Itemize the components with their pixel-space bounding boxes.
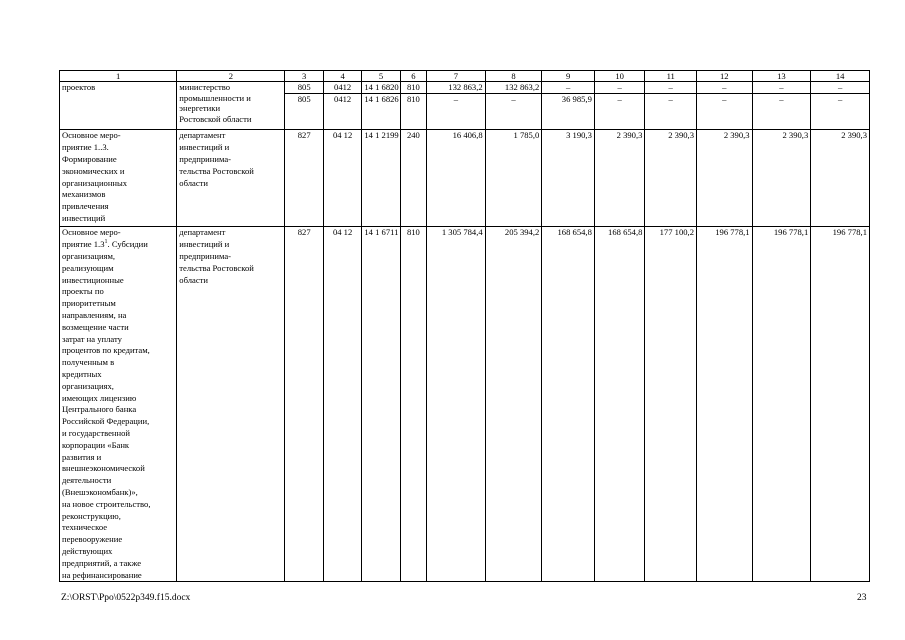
measure-line: на рефинансирование	[62, 569, 142, 580]
value: 805	[285, 82, 323, 93]
executor-line: тельства Ростовской	[179, 165, 254, 176]
year-value-cell: 2 390,3	[752, 130, 811, 227]
header-row	[60, 71, 870, 82]
year-value-cell: 2 390,3	[645, 130, 697, 227]
year-value-cell: 2 390,3	[594, 130, 645, 227]
header-cell: 1	[60, 71, 177, 82]
measure-line: реализующим	[62, 262, 114, 273]
executor-line: министерство	[179, 82, 231, 93]
target-article-cell: 14 1 6711	[362, 227, 400, 582]
grbs-cell	[285, 82, 323, 130]
value: –	[668, 93, 673, 104]
measure-line: внешнеэкономической	[62, 463, 145, 474]
executor-line: предпринима-	[179, 251, 232, 261]
header-cell: 6	[400, 71, 426, 82]
measure-line: перевооружение	[62, 534, 123, 545]
year-value-cell	[485, 82, 542, 130]
value: –	[511, 93, 516, 104]
year-value-cell: 205 394,2	[485, 227, 542, 582]
measure-line: и государственной	[62, 427, 130, 438]
section-cell: 04 12	[323, 227, 361, 582]
footer-file-path: Z:\ORST\Ppo\0522p349.f15.docx	[61, 593, 191, 603]
measure-number: приятие 1.3	[62, 239, 105, 250]
measure-line: Центрального банка	[62, 404, 137, 415]
measure-line: приятие 1..3.	[62, 142, 109, 153]
expense-type-cell: 810	[400, 227, 426, 582]
year-value-cell: 3 190,3	[542, 130, 595, 227]
value: 0412	[334, 93, 352, 104]
measure-line: Основное меро-	[62, 227, 121, 238]
measure-line: механизмов	[62, 189, 106, 200]
value: –	[453, 93, 458, 104]
measure-line: предприятий, а также	[62, 557, 142, 568]
year-value-cell	[696, 82, 752, 130]
measure-superscript: 1	[104, 239, 108, 246]
executor-line: инвестиций и	[179, 142, 230, 153]
value: –	[645, 82, 697, 93]
value: –	[594, 82, 645, 93]
value: 810	[406, 93, 420, 104]
year-value-cell	[811, 82, 870, 130]
measure-line: направлениям, на	[62, 309, 127, 320]
measure-line: проекты по	[62, 286, 104, 297]
executor-cell	[177, 227, 285, 582]
measure-name-cell	[60, 227, 177, 582]
measure-line: Основное меро-	[62, 130, 121, 141]
measure-line: на новое строительство,	[62, 498, 151, 509]
executor-cell	[177, 130, 285, 227]
measure-line: имеющих лицензию	[62, 392, 137, 403]
measure-line: организациях,	[62, 380, 114, 391]
expense-type-cell: 240	[400, 130, 426, 227]
header-cell: 12	[696, 71, 752, 82]
measure-line	[62, 239, 174, 251]
executor-line: Ростовской области	[179, 113, 252, 124]
measure-line: развития и	[62, 451, 102, 462]
executor-line: департамент	[179, 227, 226, 238]
measure-line: инвестиций	[62, 212, 106, 223]
target-article-cell	[362, 82, 400, 130]
measure-line: реконструкцию,	[62, 510, 121, 521]
value: 0412	[323, 82, 361, 93]
header-cell: 14	[811, 71, 870, 82]
target-article-cell: 14 1 2199	[362, 130, 400, 227]
executor-line: инвестиций и	[179, 239, 230, 250]
measure-line: инвестиционные	[62, 274, 124, 285]
grbs-cell: 827	[285, 227, 323, 582]
measure-name-cell	[60, 130, 177, 227]
measure-line: техническое	[62, 522, 108, 533]
year-value-cell: 168 654,8	[594, 227, 645, 582]
year-value-cell: 196 778,1	[752, 227, 811, 582]
grbs-cell: 827	[285, 130, 323, 227]
value: –	[811, 82, 870, 93]
year-value-cell: 2 390,3	[696, 130, 752, 227]
value: 132 863,2	[485, 82, 542, 93]
value: 36 985,9	[561, 93, 592, 104]
measure-line: Формирование	[62, 154, 117, 164]
year-value-cell: 196 778,1	[696, 227, 752, 582]
year-value-cell	[542, 82, 595, 130]
value: 805	[297, 93, 311, 104]
budget-table	[59, 70, 870, 582]
header-cell: 11	[645, 71, 697, 82]
header-cell: 5	[362, 71, 400, 82]
header-cell: 7	[427, 71, 486, 82]
year-value-cell: 168 654,8	[542, 227, 595, 582]
year-value-cell: 196 778,1	[811, 227, 870, 582]
value: 14 1 6826	[364, 93, 399, 104]
executor-line: области	[179, 177, 209, 188]
page-number: 23	[857, 593, 867, 603]
measure-line: полученным в	[62, 357, 115, 368]
measure-line: экономических и	[62, 165, 125, 176]
measure-line: деятельности	[62, 475, 112, 486]
year-value-cell	[752, 82, 811, 130]
header-cell: 2	[177, 71, 285, 82]
table-row	[60, 130, 870, 227]
header-cell: 13	[752, 71, 811, 82]
year-value-cell: 1 785,0	[485, 130, 542, 227]
value: –	[696, 82, 752, 93]
section-cell: 04 12	[323, 130, 361, 227]
executor-line: промышленности и	[179, 92, 251, 103]
measure-line: кредитных	[62, 368, 102, 379]
measure-line: процентов по кредитам,	[62, 345, 150, 356]
executor-line: предпринима-	[179, 154, 232, 164]
measure-name: проектов	[62, 82, 96, 93]
table-row	[60, 82, 870, 130]
value: –	[752, 82, 811, 93]
table-row	[60, 227, 870, 582]
executor-line: тельства Ростовской	[179, 262, 254, 273]
value: –	[779, 93, 784, 104]
year-value-cell: 177 100,2	[645, 227, 697, 582]
measure-line: (Внешэкономбанк)»,	[62, 486, 138, 497]
header-cell: 10	[594, 71, 645, 82]
header-cell: 3	[285, 71, 323, 82]
measure-name-cell	[60, 82, 177, 130]
value: –	[837, 93, 843, 104]
year-value-cell: 2 390,3	[811, 130, 870, 227]
section-cell	[323, 82, 361, 130]
year-value-cell	[645, 82, 697, 130]
measure-line: приоритетным	[62, 298, 116, 309]
measure-line: организационных	[62, 177, 128, 188]
value: –	[617, 93, 622, 104]
value: –	[542, 82, 595, 93]
total-cell: 16 406,8	[427, 130, 486, 227]
total-cell: 1 305 784,4	[427, 227, 486, 582]
header-cell: 9	[542, 71, 595, 82]
expense-type-cell	[400, 82, 426, 130]
value: 810	[400, 82, 426, 93]
executor-line: энергетики	[179, 103, 221, 114]
header-cell: 4	[323, 71, 361, 82]
header-cell: 8	[485, 71, 542, 82]
total-cell	[427, 82, 486, 130]
executor-cell	[177, 82, 285, 130]
measure-line: действующих	[62, 545, 113, 556]
measure-title-start: . Субсидии	[107, 239, 148, 250]
executor-line: области	[179, 274, 209, 285]
measure-line: корпорации «Банк	[62, 439, 130, 450]
measure-line: организациям,	[62, 251, 116, 261]
measure-line: привлечения	[62, 201, 109, 212]
measure-line: возмещение части	[62, 321, 129, 332]
value: 14 1 6820	[362, 82, 400, 93]
executor-line: департамент	[179, 130, 226, 141]
measure-line: затрат на уплату	[62, 333, 122, 344]
measure-line: Российской Федерации,	[62, 416, 150, 427]
value: 132 863,2	[427, 82, 486, 93]
value: –	[722, 93, 727, 104]
year-value-cell	[594, 82, 645, 130]
